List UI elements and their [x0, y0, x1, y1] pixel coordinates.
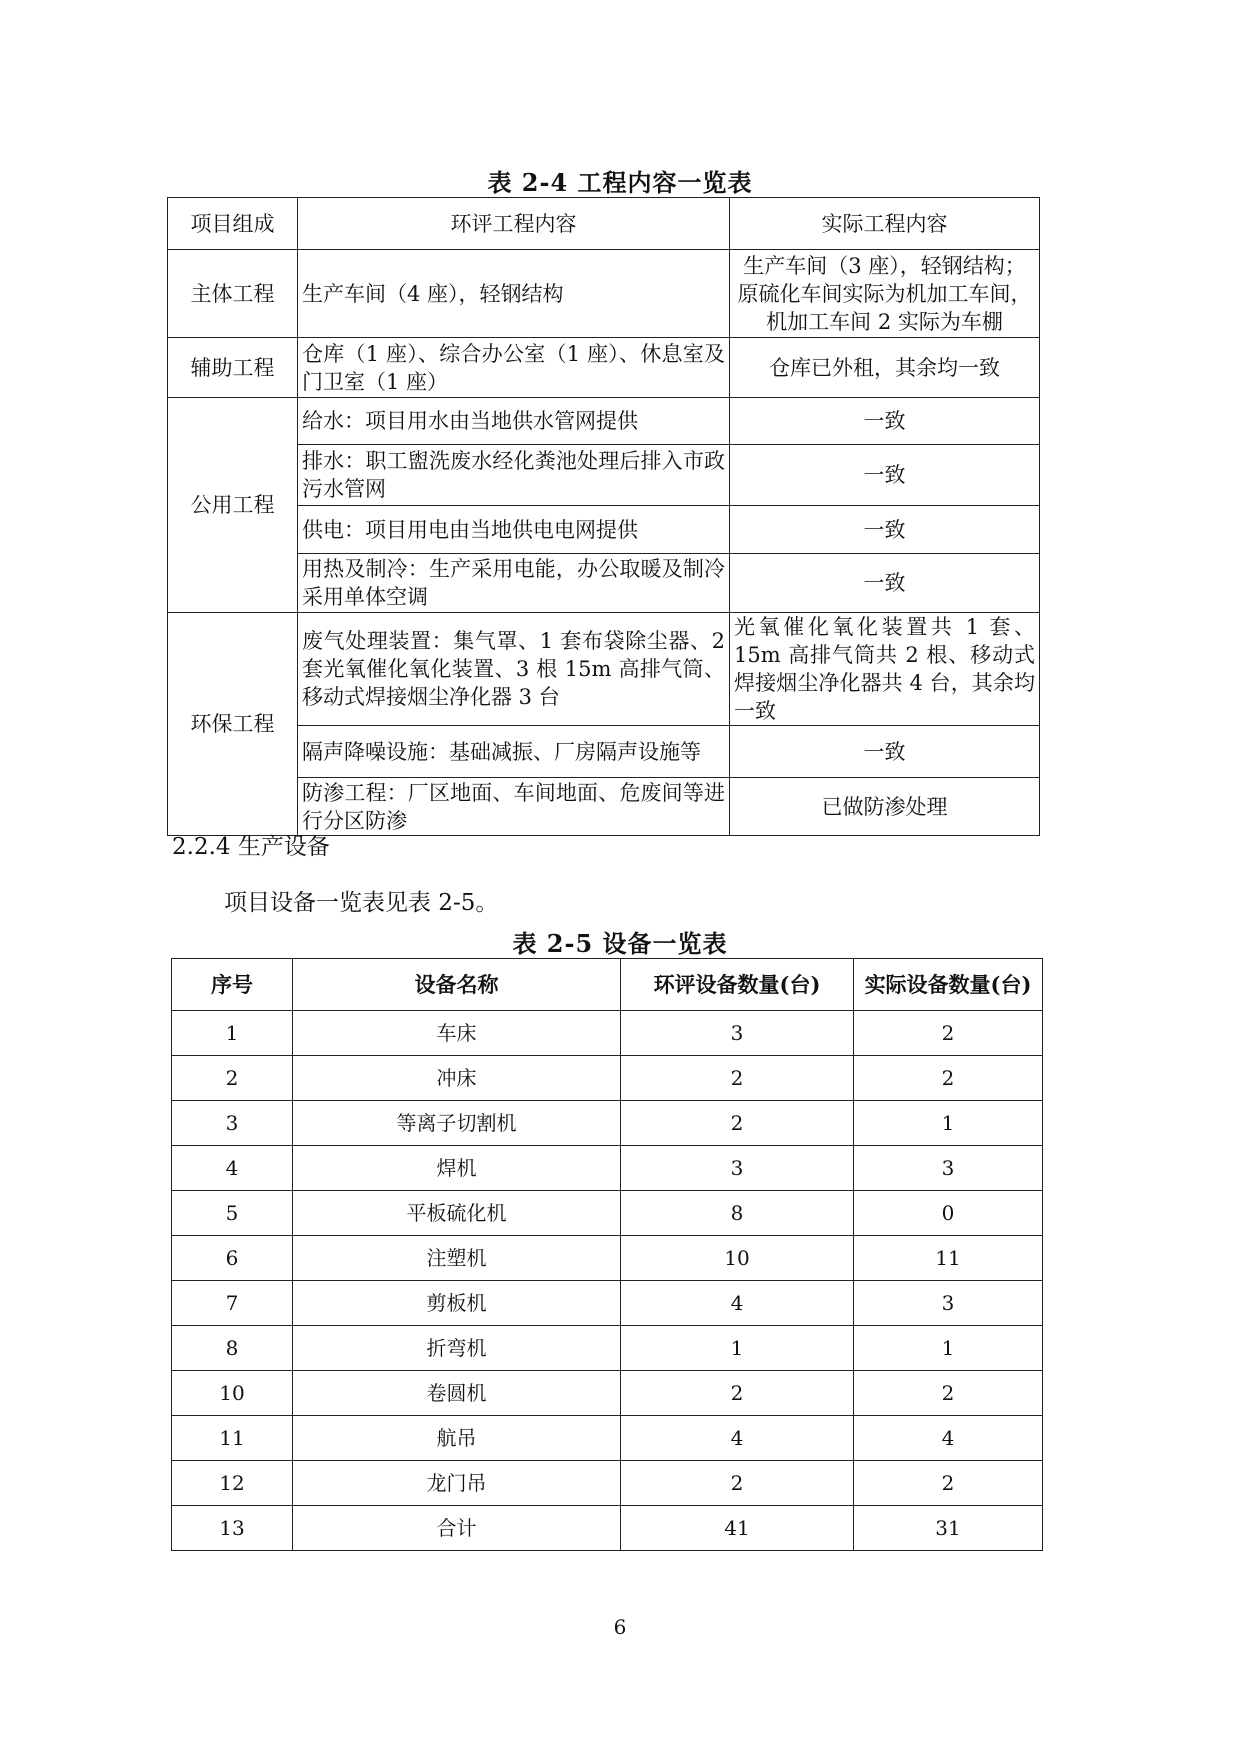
planned-quantity-cell: 2 [621, 1461, 854, 1506]
table-row [172, 1326, 1043, 1371]
table-row [172, 1371, 1043, 1416]
group-name: 环保工程 [168, 613, 298, 836]
table-row [172, 1191, 1043, 1236]
actual-quantity-cell: 2 [854, 1056, 1043, 1101]
planned-cell: 废气处理装置：集气罩、1 套布袋除尘器、2 套光氧催化氧化装置、3 根 15m 高排气筒、移动式焊接烟尘净化器 3 台 [298, 613, 730, 726]
group-name: 辅助工程 [168, 338, 298, 398]
table-row [172, 1506, 1043, 1551]
serial-cell: 13 [172, 1506, 293, 1551]
planned-cell: 供电：项目用电由当地供电电网提供 [298, 506, 730, 554]
serial-cell: 3 [172, 1101, 293, 1146]
table-row [168, 726, 1040, 778]
planned-quantity-cell: 4 [621, 1416, 854, 1461]
planned-quantity-cell: 41 [621, 1506, 854, 1551]
serial-cell: 8 [172, 1326, 293, 1371]
section-paragraph: 项目设备一览表见表 2-5。 [224, 890, 499, 916]
table-row [168, 250, 1040, 338]
equipment-name-cell: 航吊 [293, 1416, 621, 1461]
page-number: 6 [613, 1615, 627, 1639]
header-actual-content: 实际工程内容 [730, 198, 1040, 250]
planned-cell: 防渗工程：厂区地面、车间地面、危废间等进行分区防渗 [298, 778, 730, 836]
actual-cell: 生产车间（3 座），轻钢结构；原硫化车间实际为机加工车间，机加工车间 2 实际为车棚 [730, 250, 1040, 338]
serial-cell: 11 [172, 1416, 293, 1461]
header-actual-quantity: 实际设备数量(台) [854, 959, 1043, 1011]
actual-quantity-cell: 0 [854, 1191, 1043, 1236]
planned-cell: 仓库（1 座）、综合办公室（1 座）、休息室及门卫室（1 座） [298, 338, 730, 398]
group-name: 主体工程 [168, 250, 298, 338]
actual-cell: 一致 [730, 554, 1040, 613]
actual-quantity-cell: 1 [854, 1101, 1043, 1146]
actual-cell: 一致 [730, 398, 1040, 445]
serial-cell: 2 [172, 1056, 293, 1101]
planned-quantity-cell: 2 [621, 1101, 854, 1146]
header-serial: 序号 [172, 959, 293, 1011]
equipment-name-cell: 合计 [293, 1506, 621, 1551]
serial-cell: 5 [172, 1191, 293, 1236]
planned-quantity-cell: 10 [621, 1236, 854, 1281]
header-equipment-name: 设备名称 [293, 959, 621, 1011]
serial-cell: 6 [172, 1236, 293, 1281]
equipment-name-cell: 车床 [293, 1011, 621, 1056]
planned-quantity-cell: 3 [621, 1146, 854, 1191]
table-row [168, 398, 1040, 445]
equipment-name-cell: 注塑机 [293, 1236, 621, 1281]
equipment-name-cell: 卷圆机 [293, 1371, 621, 1416]
equipment-name-cell: 龙门吊 [293, 1461, 621, 1506]
actual-cell: 光氧催化氧化装置共 1 套、15m 高排气筒共 2 根、移动式焊接烟尘净化器共 4 台，其余均一致 [730, 613, 1040, 726]
table-row [172, 1236, 1043, 1281]
serial-cell: 10 [172, 1371, 293, 1416]
equipment-table [171, 958, 1043, 1551]
actual-cell: 一致 [730, 726, 1040, 778]
serial-cell: 1 [172, 1011, 293, 1056]
table-row [172, 1461, 1043, 1506]
table-row [172, 1416, 1043, 1461]
actual-quantity-cell: 4 [854, 1416, 1043, 1461]
equipment-name-cell: 等离子切割机 [293, 1101, 621, 1146]
actual-cell: 一致 [730, 506, 1040, 554]
actual-cell: 已做防渗处理 [730, 778, 1040, 836]
actual-quantity-cell: 2 [854, 1461, 1043, 1506]
equipment-name-cell: 冲床 [293, 1056, 621, 1101]
table-row [168, 445, 1040, 506]
header-project-composition: 项目组成 [168, 198, 298, 250]
table-row [172, 1056, 1043, 1101]
planned-cell: 隔声降噪设施：基础减振、厂房隔声设施等 [298, 726, 730, 778]
actual-quantity-cell: 11 [854, 1236, 1043, 1281]
planned-cell: 给水：项目用水由当地供水管网提供 [298, 398, 730, 445]
table-2-4-caption: 表 2-4 工程内容一览表 [487, 168, 753, 197]
actual-cell: 一致 [730, 445, 1040, 506]
equipment-name-cell: 平板硫化机 [293, 1191, 621, 1236]
planned-quantity-cell: 8 [621, 1191, 854, 1236]
planned-quantity-cell: 1 [621, 1326, 854, 1371]
actual-quantity-cell: 1 [854, 1326, 1043, 1371]
planned-quantity-cell: 2 [621, 1371, 854, 1416]
equipment-name-cell: 焊机 [293, 1146, 621, 1191]
group-name: 公用工程 [168, 398, 298, 613]
actual-quantity-cell: 2 [854, 1011, 1043, 1056]
serial-cell: 7 [172, 1281, 293, 1326]
header-planned-content: 环评工程内容 [298, 198, 730, 250]
planned-cell: 排水：职工盥洗废水经化粪池处理后排入市政污水管网 [298, 445, 730, 506]
planned-quantity-cell: 4 [621, 1281, 854, 1326]
equipment-name-cell: 折弯机 [293, 1326, 621, 1371]
planned-cell: 生产车间（4 座），轻钢结构 [298, 250, 730, 338]
equipment-name-cell: 剪板机 [293, 1281, 621, 1326]
actual-quantity-cell: 3 [854, 1281, 1043, 1326]
table-row [172, 1011, 1043, 1056]
header-planned-quantity: 环评设备数量(台) [621, 959, 854, 1011]
project-content-table [167, 197, 1040, 836]
actual-quantity-cell: 31 [854, 1506, 1043, 1551]
planned-cell: 用热及制冷：生产采用电能，办公取暖及制冷采用单体空调 [298, 554, 730, 613]
table-row [168, 778, 1040, 836]
table-row [168, 338, 1040, 398]
serial-cell: 4 [172, 1146, 293, 1191]
table-row [172, 1281, 1043, 1326]
table-2-5-caption: 表 2-5 设备一览表 [512, 929, 728, 958]
table-row [172, 1146, 1043, 1191]
planned-quantity-cell: 3 [621, 1011, 854, 1056]
planned-quantity-cell: 2 [621, 1056, 854, 1101]
actual-quantity-cell: 3 [854, 1146, 1043, 1191]
actual-cell: 仓库已外租，其余均一致 [730, 338, 1040, 398]
serial-cell: 12 [172, 1461, 293, 1506]
table-row [172, 1101, 1043, 1146]
table-row [168, 613, 1040, 726]
table-row [168, 506, 1040, 554]
actual-quantity-cell: 2 [854, 1371, 1043, 1416]
section-heading: 2.2.4 生产设备 [172, 834, 330, 860]
table-row [168, 554, 1040, 613]
